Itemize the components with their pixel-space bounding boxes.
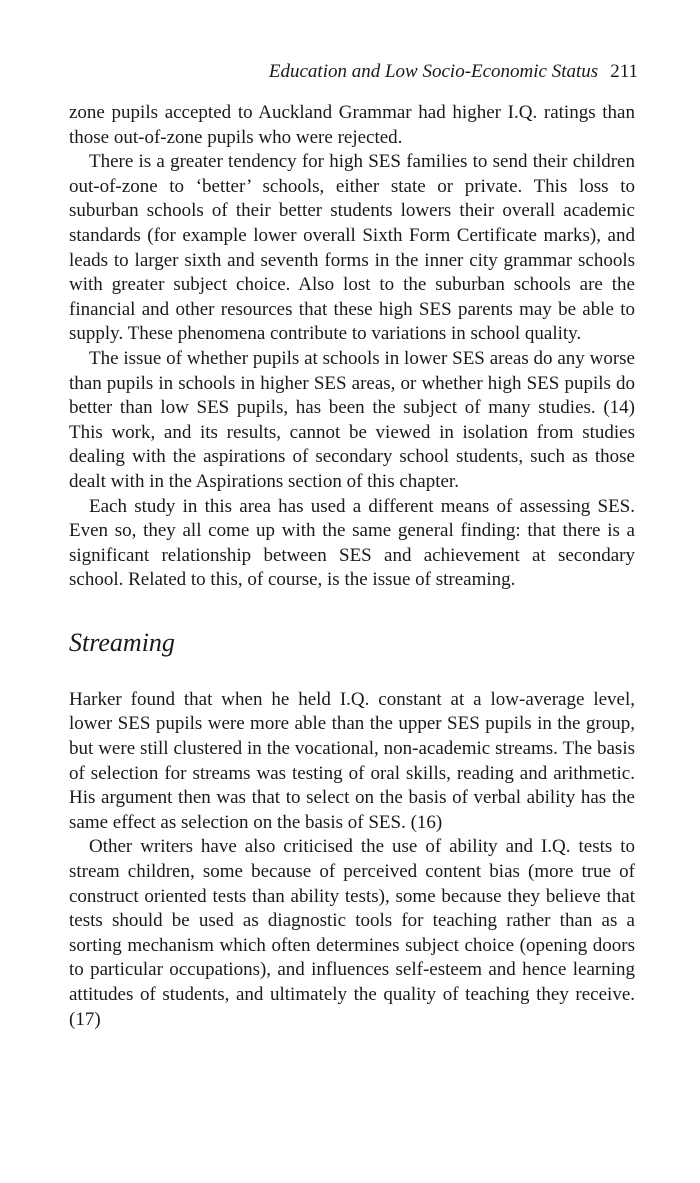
paragraph: The issue of whether pupils at schools in lower SES areas do any worse than pupils in schools in higher SES areas, or whether high SES pupils do better than low SES pupils, has been the subject of many studies. (14) This work, and its results, cannot be viewed in isolation from studies dealing with the aspirations of secondary school students, such as those dealt with in the Aspirations section of this chapter. (69, 347, 635, 492)
paragraph: Other writers have also criticised the use of ability and I.Q. tests to stream children, some because of perceived content bias (more true of construct oriented tests than ability tests), some because they believe that tests should be used as diagnostic tools for teaching rather than as a sorting mechanism which often determines subject choice (opening doors to particular occupations), and influences self-esteem and hence learning attitudes of students, and ultimately the quality of teaching they receive. (17) (69, 836, 635, 1030)
paragraph: There is a greater tendency for high SES families to send their children out-of-zone to ‘better’ schools, either state or private. This loss to suburban schools of their better students lowers their overall academic standards (for example lower overall Sixth Form Certificate marks), and leads to larger sixth and seventh forms in the inner city grammar schools with greater subject choice. Also lost to the suburban schools are the financial and other resources that these high SES parents may be able to supply. These phenomena contribute to variations in school quality. (69, 151, 635, 345)
section-streaming-paragraphs (69, 688, 635, 1032)
page-number: 211 (610, 61, 638, 82)
section-heading-streaming: Streaming (69, 627, 175, 657)
running-head-title: Education and Low Socio-Economic Status (268, 61, 599, 82)
running-head (269, 60, 638, 84)
paragraph-continued: zone pupils accepted to Auckland Grammar had higher I.Q. ratings than those out-of-zone pupils who were rejected. (69, 102, 635, 148)
section-before-paragraphs (69, 101, 635, 593)
paragraph: Each study in this area has used a different means of assessing SES. Even so, they all come up with the same general finding: that there is a significant relationship between SES and achievement at secondary school. Related to this, of course, is the issue of streaming. (69, 495, 635, 591)
paragraph: Harker found that when he held I.Q. constant at a low-average level, lower SES pupils were more able than the upper SES pupils in the group, but were still clustered in the vocational, non-academic streams. The basis of selection for streams was testing of oral skills, reading and arithmetic. His argument then was that to select on the basis of verbal ability has the same effect as selection on the basis of SES. (16) (69, 688, 635, 833)
body-text (69, 101, 635, 1032)
